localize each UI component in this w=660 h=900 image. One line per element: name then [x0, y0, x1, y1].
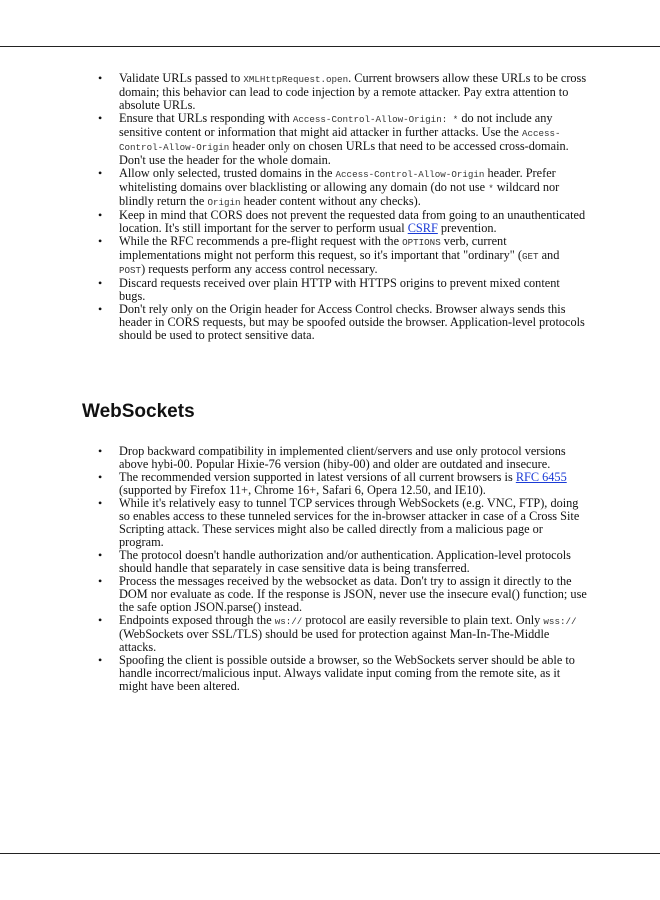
- list-item: [0, 497, 660, 549]
- body-text: ) requests perform any access control necessary.: [141, 262, 378, 276]
- body-text: wildcard nor blindly return the: [119, 180, 560, 208]
- list-item: [0, 549, 660, 575]
- body-text: While it's relatively easy to tunnel TCP services through WebSockets (e.g. VNC, FTP), doing so enables access to these tunneled services for the in-browser attacker in case of a Cross Site Scripting attack. These services might also be called directly from a malicious page or program.: [119, 496, 580, 549]
- code-text: Access-Control-Allow-Origin: *: [292, 114, 459, 125]
- body-text: and: [538, 248, 560, 262]
- list-item: [0, 167, 660, 209]
- body-text: Drop backward compatibility in implemented client/servers and use only protocol versions above hybi-00. Popular Hixie-76 version (hiby-00) and older are outdated and insecure.: [119, 444, 566, 471]
- body-text: Don't rely only on the Origin header for Access Control checks. Browser always sends this header in CORS requests, but may be spoofed outside the browser. Application-level protocols should be used to protect sensitive data.: [119, 302, 585, 342]
- code-text: POST: [119, 265, 142, 276]
- hyperlink[interactable]: RFC 6455: [515, 470, 567, 484]
- hyperlink[interactable]: CSRF: [407, 221, 438, 235]
- list-item: [0, 614, 660, 654]
- list-item: [0, 209, 660, 235]
- code-text: Access-Control-Allow-Origin: [335, 169, 485, 180]
- body-text: header. Prefer whitelisting domains over blacklisting or allowing any domain (do not use: [119, 166, 556, 194]
- code-text: *: [488, 183, 494, 194]
- list-item: [0, 654, 660, 693]
- list-item: [0, 112, 660, 167]
- websockets-guidelines-list: [0, 445, 660, 693]
- body-text: header only on chosen URLs that need to be accessed cross-domain. Don't use the header for the whole domain.: [119, 139, 569, 167]
- websockets-heading: WebSockets: [82, 401, 195, 422]
- document-page: [0, 46, 660, 854]
- body-text: Ensure that URLs responding with: [119, 111, 293, 125]
- body-text: protocol are easily reversible to plain text. Only: [302, 613, 544, 627]
- list-item: [0, 72, 660, 112]
- code-text: OPTIONS: [402, 237, 441, 248]
- code-text: ws://: [274, 616, 303, 627]
- code-text: wss://: [543, 616, 577, 627]
- cors-guidelines-list: [0, 72, 660, 342]
- body-text: While the RFC recommends a pre-flight request with the: [119, 234, 403, 248]
- list-item: [0, 575, 660, 614]
- code-text: Origin: [207, 197, 241, 208]
- body-text: Endpoints exposed through the: [119, 613, 275, 627]
- list-item: [0, 471, 660, 497]
- body-text: Validate URLs passed to: [119, 71, 244, 85]
- body-text: Spoofing the client is possible outside a browser, so the WebSockets server should be able to handle incorrect/malicious input. Always validate input coming from the remote site, as it might have been altered.: [119, 653, 575, 693]
- body-text: prevention.: [437, 221, 497, 235]
- body-text: header content without any checks).: [240, 194, 421, 208]
- body-text: . Current browsers allow these URLs to be cross domain; this behavior can lead to code injection by a remote attacker. Pay extra attention to absolute URLs.: [119, 71, 587, 112]
- body-text: Process the messages received by the websocket as data. Don't try to assign it directly to the DOM nor evaluate as code. If the response is JSON, never use the insecure eval() function; use the safe option JSON.parse() instead.: [119, 574, 587, 614]
- body-text: do not include any sensitive content or information that might aid attacker in further attacks. Use the: [119, 111, 553, 139]
- body-text: The protocol doesn't handle authorization and/or authentication. Application-level protocols should handle that separately in case sensitive data is being transferred.: [119, 548, 571, 575]
- list-item: [0, 235, 660, 277]
- body-text: Allow only selected, trusted domains in the: [119, 166, 336, 180]
- code-text: GET: [521, 251, 539, 262]
- list-item: [0, 445, 660, 471]
- body-text: Keep in mind that CORS does not prevent the requested data from going to an unauthenticated location. It's still important for the server to perform usual: [119, 208, 586, 235]
- body-text: (WebSockets over SSL/TLS) should be used for protection against Man-In-The-Middle attacks.: [119, 627, 550, 654]
- body-text: Discard requests received over plain HTTP with HTTPS origins to prevent mixed content bugs.: [119, 276, 560, 303]
- code-text: Access-Control-Allow-Origin: [119, 128, 561, 153]
- body-text: (supported by Firefox 11+, Chrome 16+, Safari 6, Opera 12.50, and IE10).: [119, 483, 486, 497]
- list-item: [0, 277, 660, 303]
- list-item: [0, 303, 660, 342]
- body-text: The recommended version supported in latest versions of all current browsers is: [119, 470, 516, 484]
- code-text: XMLHttpRequest.open: [243, 74, 349, 85]
- body-text: verb, current implementations might not perform this request, so it's important that "ordinary" (: [119, 234, 522, 262]
